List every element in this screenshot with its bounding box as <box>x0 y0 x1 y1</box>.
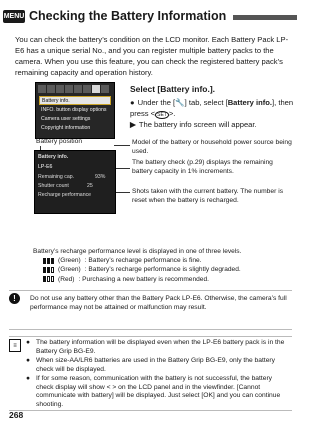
level-row: (Green) : Battery’s recharge performance is slightly degraded. <box>43 265 241 274</box>
battery-level-1-icon <box>43 275 54 284</box>
menu-row-battery-info: Battery info. <box>39 96 111 105</box>
step-instruction: ● Under the [🔧] tab, select [Battery info.], then press < SET >. <box>130 98 294 118</box>
recharge-levels <box>33 247 241 284</box>
step-result: ▶ The battery info screen will appear. <box>130 120 257 129</box>
battery-model: LP-E6 <box>38 164 53 170</box>
callout-battery-check: The battery check (p.29) displays the remaining battery capacity in 1% increments. <box>132 159 273 175</box>
shutter-value: 25 <box>87 183 93 189</box>
battery-level-2-icon <box>43 265 54 274</box>
arrow-icon: ▶ <box>130 120 136 129</box>
page-title: Checking the Battery Information <box>29 9 227 23</box>
step-heading: Select [Battery info.]. <box>130 84 216 94</box>
level-row: (Red) : Purchasing a new battery is recommended. <box>43 275 241 284</box>
level-row: (Green) : Battery’s recharge performance is fine. <box>43 256 241 265</box>
callout-battery-position: Battery position <box>36 138 83 145</box>
callout-shots: Shots taken with the current battery. The number is reset when the battery is recharged. <box>132 188 284 204</box>
remaining-value: 93% <box>95 174 106 180</box>
menu-screen-illustration <box>35 82 115 139</box>
menu-row: INFO. button display options <box>41 107 107 113</box>
remaining-label: Remaining cap. <box>38 174 75 180</box>
battery-level-3-icon <box>43 256 54 265</box>
menu-row: Copyright information <box>41 125 91 131</box>
note-item: ● When size-AA/LR6 batteries are used in the Battery Grip BG-E9, only the battery check will be displayed. <box>26 356 276 373</box>
notes-list <box>26 339 290 410</box>
intro-paragraph: You can check the battery’s condition on the LCD monitor. Each Battery Pack LP-E6 has a unique serial No., and you can register multiple battery packs to the camera. When you use this feature, you can check the registered battery pack’s remaining capacity and operation history. <box>15 35 289 77</box>
page-number: 268 <box>9 410 24 420</box>
wrench-icon: 🔧 <box>175 98 185 107</box>
note-item: ● If for some reason, communication with the battery is not successful, the battery check display will show < > on the LCD panel and in the viewfinder. [Cannot communicate with battery] will be displayed. Just select [OK] and you can continue shooting. <box>26 374 281 409</box>
note-icon: ≡ <box>9 339 21 352</box>
callout-model: Model of the battery or household power source being used. <box>132 139 292 155</box>
screen-title: Battery info. <box>38 154 69 160</box>
levels-intro: Battery’s recharge performance level is displayed in one of three levels. <box>33 248 242 255</box>
note-item: ● The battery information will be displayed even when the LP-E6 battery pack is in the Battery Grip BG-E9. <box>26 339 285 355</box>
caution-icon: ! <box>9 293 20 304</box>
title-rule <box>233 15 297 20</box>
battery-info-screen-illustration <box>34 150 116 214</box>
menu-row: Camera user settings <box>41 116 91 122</box>
menu-tabs <box>38 85 112 93</box>
recharge-label: Recharge performance <box>38 192 92 198</box>
menu-icon: MENU <box>3 10 25 23</box>
shutter-label: Shutter count <box>38 183 69 189</box>
warning-text: Do not use any battery other than the Battery Pack LP-E6. Otherwise, the camera’s full performance may not be attained or malfunction may result. <box>30 295 287 312</box>
set-button-icon: SET <box>157 111 167 118</box>
bullet-icon: ● <box>130 98 135 107</box>
